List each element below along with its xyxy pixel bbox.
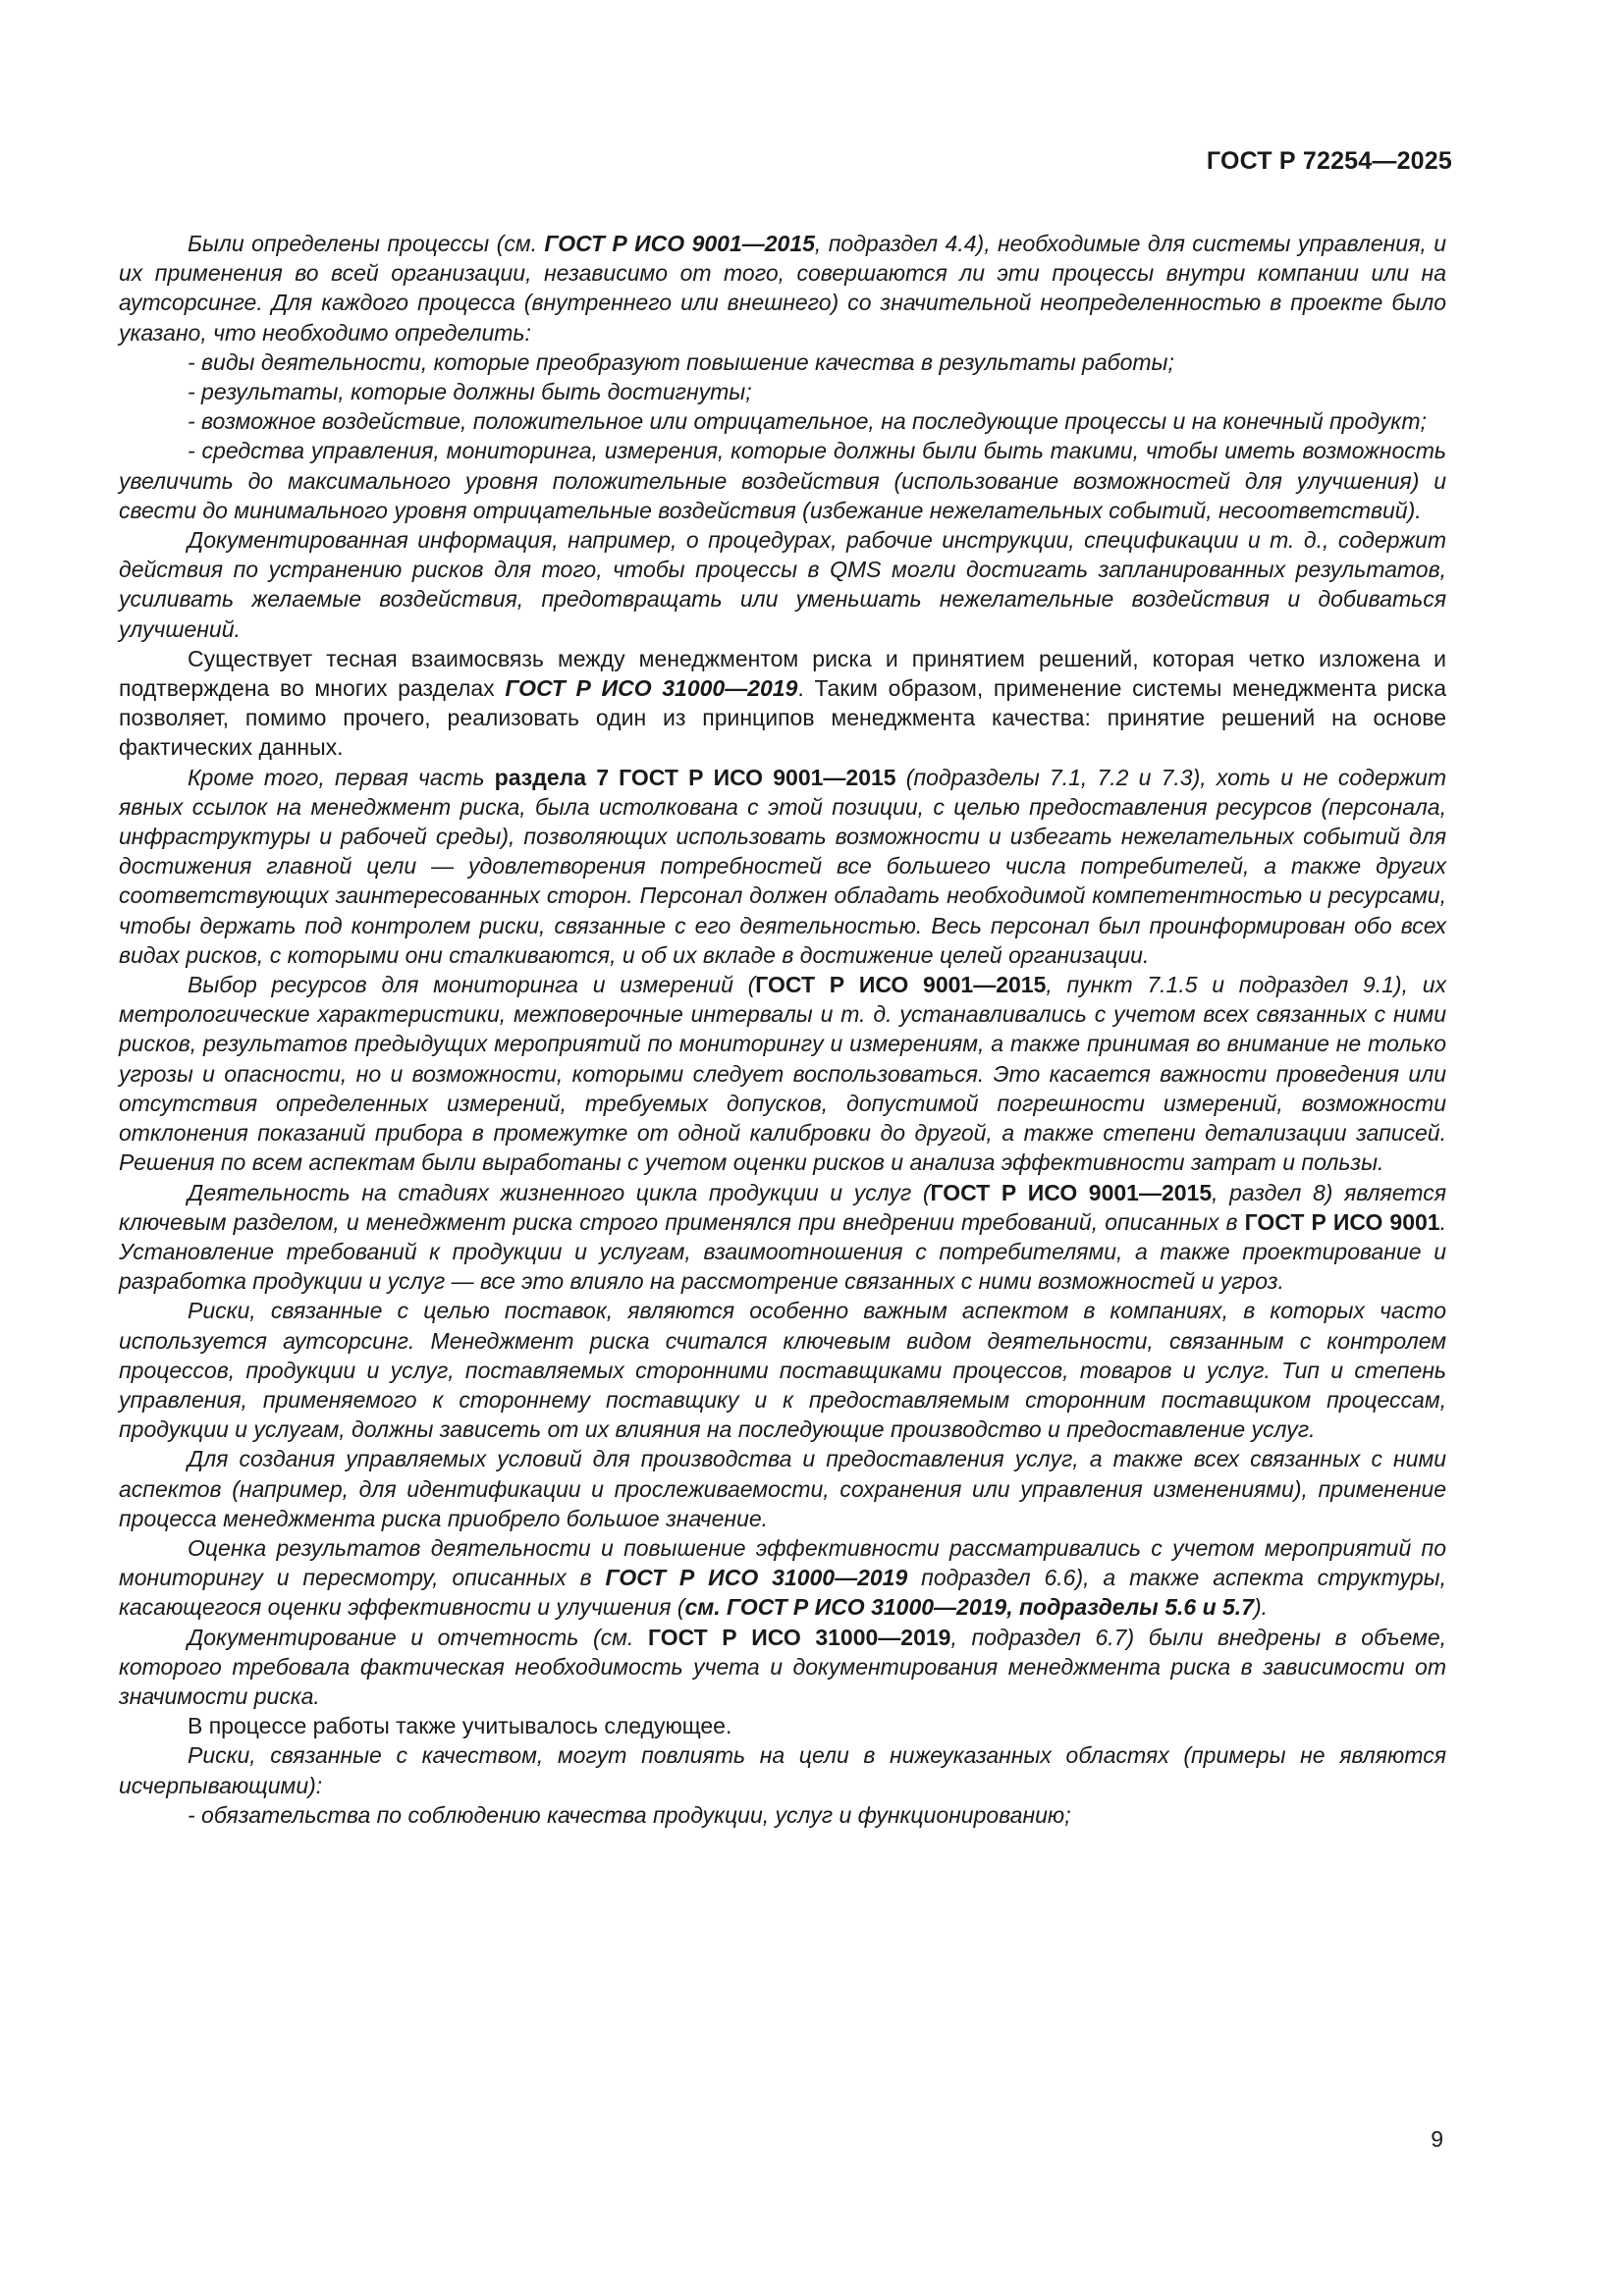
document-header: ГОСТ Р 72254—2025 xyxy=(1206,147,1452,175)
paragraph: Документированная информация, например, о процедурах, рабочие инструкции, спецификации и т. д., содержит действия по устранению рисков для того, чтобы процессы в QMS могли достигать запланированных результатов, усиливать желаемые воздействия, предотвращать или уменьшать нежелательные воздействия и добиваться улучшений. xyxy=(119,527,1446,642)
text-run: , подраздел 6.7) были внедрены в объеме, которого требовала фактическая необходимость учета и документирования менеджмента риска в зависимости от значимости риска. xyxy=(119,1624,1447,1709)
standard-reference: ГОСТ Р ИСО 31000—2019 xyxy=(505,675,798,702)
paragraph: Для создания управляемых условий для производства и предоставления услуг, а также всех связанных с ними аспектов (например, для идентификации и прослеживаемости, сохранения или управления изменениями), применение процесса менеджмента риска приобрело большое значение. xyxy=(119,1446,1446,1531)
text-run: , подраздел 4.4), необходимые для системы управления, и их применения во всей организации, независимо от того, совершаются ли эти процессы внутри компании или на аутсорсинге. Для каждого процесса (внутреннего или внешнего) со значительной неопределенностью в проекте было указано, что необходимо определить: xyxy=(119,231,1446,346)
text-run: . Установление требований к продукции и услугам, взаимоотношения с потребителями, а также проектирование и разработка продукции и услуг — все это влияло на рассмотрение связанных с ними возможностей и угроз. xyxy=(119,1208,1446,1295)
standard-reference: ГОСТ Р ИСО 9001—2015 xyxy=(544,231,815,256)
document-body xyxy=(119,229,1446,1830)
paragraph: Риски, связанные с целью поставок, являются особенно важным аспектом в компаниях, в которых часто используется аутсорсинг. Менеджмент риска считался ключевым видом деятельности, связанным с контролем процессов, продукции и услуг, поставляемых сторонними поставщиками процессов, товаров и услуг. Тип и степень управления, применяемого к стороннему поставщику и к предоставляемым сторонним поставщиком процессам, продукции и услугам, должны зависеть от их влияния на последующие производство и предоставление услуг. xyxy=(119,1298,1446,1443)
paragraph: Риски, связанные с качеством, могут повлиять на цели в нижеуказанных областях (примеры не являются исчерпывающими): xyxy=(119,1742,1446,1798)
list-item: - средства управления, мониторинга, измерения, которые должны были быть такими, чтобы иметь возможность увеличить до максимального уровня положительные воздействия (использование возможностей для улучшения) и свести до минимального уровня отрицательные воздействия (избежание нежелательных событий, несоответствий). xyxy=(119,438,1446,523)
text-run: Документирование и отчетность (см. xyxy=(188,1624,648,1650)
text-run: , раздел 8) является ключевым разделом, и менеджмент риска строго применялся при внедрении требований, описанных в xyxy=(119,1179,1446,1235)
list-item: - виды деятельности, которые преобразуют повышение качества в результаты работы; xyxy=(188,348,1174,375)
paragraph xyxy=(119,1623,1446,1712)
standard-reference: ГОСТ Р ИСО 9001—2015 xyxy=(930,1179,1213,1205)
page-number: 9 xyxy=(1431,2126,1443,2152)
standard-reference: ГОСТ Р ИСО 31000—2019 xyxy=(647,1624,951,1650)
text-run: . Таким образом, применение системы менеджмента риска позволяет, помимо прочего, реализовать один из принципов менеджмента качества: принятие решений на основе фактических данных. xyxy=(119,675,1446,761)
text-run: ). xyxy=(1253,1594,1269,1621)
text-run: Оценка результатов деятельности и повышение эффективности рассматривались с учетом мероприятий по мониторингу и пересмотру, описанных в xyxy=(119,1534,1446,1591)
paragraph xyxy=(119,1178,1446,1297)
text-run: Кроме того, первая часть xyxy=(188,764,495,790)
text-run: Деятельность на стадиях жизненного цикла продукции и услуг ( xyxy=(188,1179,931,1205)
standard-reference: см. ГОСТ Р ИСО 31000—2019, подразделы 5.6 и 5.7 xyxy=(684,1594,1254,1621)
text-run: подраздел 6.6), а также аспекта структуры, касающегося оценки эффективности и улучшения ( xyxy=(119,1565,1446,1621)
list-item: - обязательства по соблюдению качества продукции, услуг и функционированию; xyxy=(188,1801,1071,1828)
paragraph xyxy=(119,970,1446,1177)
text-run: , пункт 7.1.5 и подраздел 9.1), их метрологические характеристики, межповерочные интервалы и т. д. устанавливались с учетом всех связанных с ними рисков, результатов предыдущих мероприятий по мониторингу и измерениям, а также принимая во внимание не только угрозы и опасности, но и возможности, которыми следует воспользоваться. Это касается важности проведения или отсутствия определенных измерений, требуемых допусков, допустимой погрешности измерений, возможности отклонения показаний прибора в промежутке от одной калибровки до другой, а также степени детализации записей. Решения по всем аспектам были выработаны с учетом оценки рисков и анализа эффективности затрат и пользы. xyxy=(119,972,1446,1176)
paragraph xyxy=(119,229,1446,347)
text-run: Выбор ресурсов для мониторинга и измерений ( xyxy=(188,972,756,998)
text-run: Были определены процессы (см. xyxy=(188,231,545,256)
paragraph xyxy=(119,1533,1446,1623)
text-run: Существует тесная взаимосвязь между менеджментом риска и принятием решений, которая четко изложена и подтверждена во многих разделах xyxy=(119,645,1446,702)
standard-reference: ГОСТ Р ИСО 9001—2015 xyxy=(755,972,1047,998)
standard-reference: раздела 7 ГОСТ Р ИСО 9001—2015 xyxy=(494,764,896,790)
list-item: - результаты, которые должны быть достигнуты; xyxy=(188,379,752,405)
text-run: (подразделы 7.1, 7.2 и 7.3), хоть и не содержит явных ссылок на менеджмент риска, была истолкована с этой позиции, с целью предоставления ресурсов (персонала, инфраструктуры и рабочей среды), позволяющих использовать возможности и избегать нежелательных событий для достижения главной цели — удовлетворения потребностей все большего числа потребителей, а также других соответствующих заинтересованных сторон. Персонал должен обладать необходимой компетентностью и ресурсами, чтобы держать под контролем риски, связанные с его деятельностью. Весь персонал был проинформирован обо всех видах рисков, с которыми они сталкиваются, и об их вкладе в достижение целей организации. xyxy=(119,764,1447,968)
paragraph xyxy=(119,644,1446,763)
standard-reference: ГОСТ Р ИСО 31000—2019 xyxy=(605,1565,908,1591)
standard-reference: ГОСТ Р ИСО 9001 xyxy=(1244,1208,1440,1235)
list-item: - возможное воздействие, положительное или отрицательное, на последующие процессы и на конечный продукт; xyxy=(188,408,1427,435)
paragraph: В процессе работы также учитывалось следующее. xyxy=(188,1713,732,1739)
paragraph xyxy=(119,763,1446,970)
